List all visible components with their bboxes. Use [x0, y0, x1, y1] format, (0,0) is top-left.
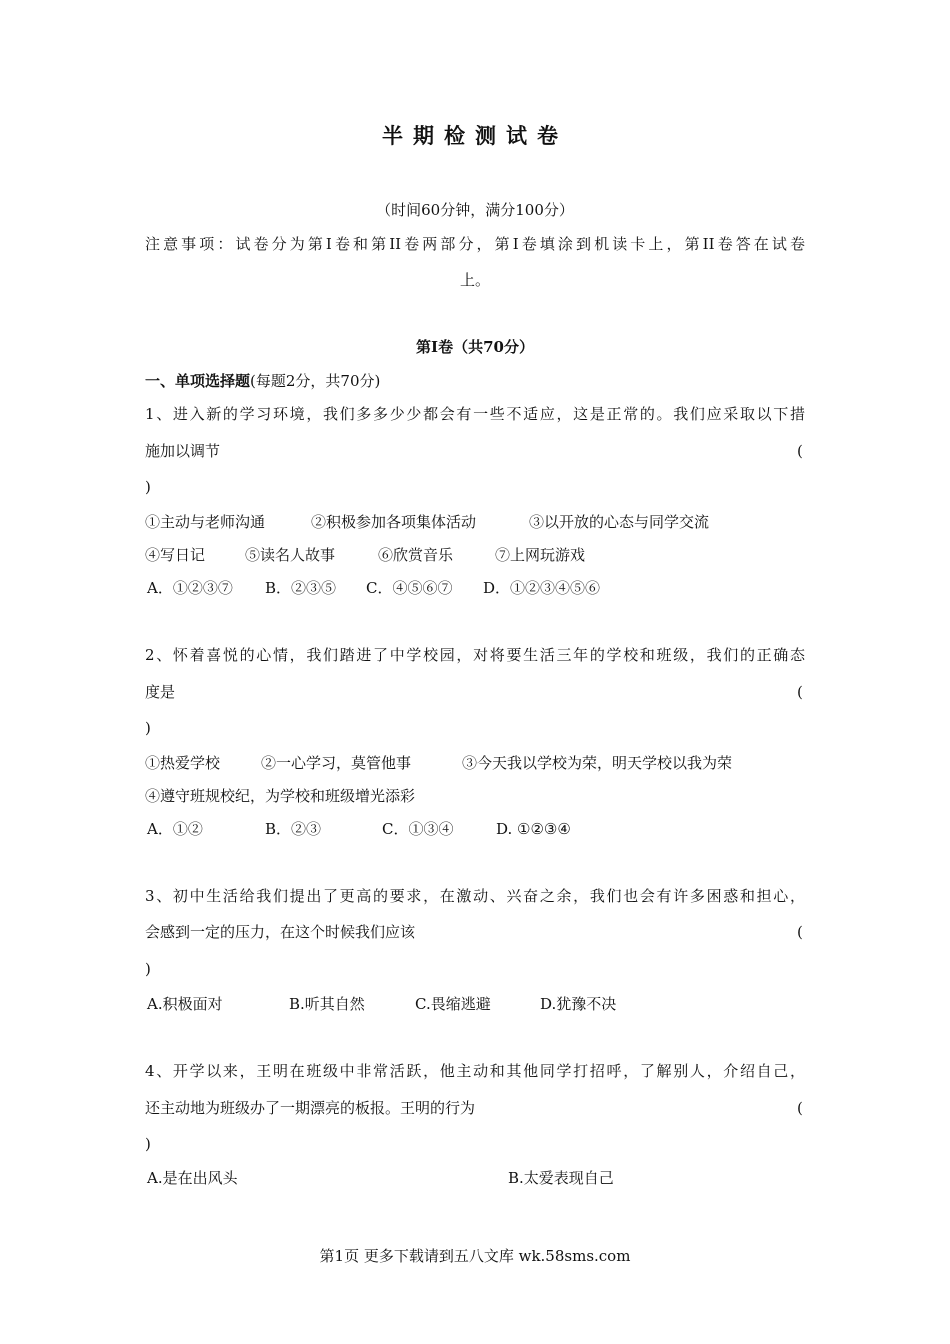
q1-statement-1: ①主动与老师沟通 — [145, 513, 266, 531]
q1-statement-4: ④写日记 — [145, 546, 206, 564]
q2-stem-line2: 度是 — [145, 683, 176, 701]
q1-stem-line1: 1、进入新的学习环境，我们多多少少都会有一些不适应，这是正常的。我们应采取以下措 — [145, 405, 805, 423]
part1-title: 第I卷（共70分） — [416, 338, 534, 356]
q2-statement-2: ②一心学习，莫管他事 — [261, 754, 412, 772]
q2-statement-1: ①热爱学校 — [145, 754, 221, 772]
q2-statement-4: ④遵守班规校纪，为学校和班级增光添彩 — [145, 787, 416, 805]
q4-option-b: B.太爱表现自己 — [508, 1169, 614, 1187]
q2-option-b: B．②③ — [265, 820, 322, 838]
q1-statement-2: ②积极参加各项集体活动 — [311, 513, 477, 531]
q1-option-c: C．④⑤⑥⑦ — [366, 579, 453, 597]
q2-bracket-close: ) — [145, 719, 151, 737]
exam-title: 半期检测试卷 — [382, 123, 568, 148]
q4-bracket-open: ( — [797, 1099, 803, 1117]
q1-option-d: D．①②③④⑤⑥ — [483, 579, 601, 597]
section1-heading-label: 一、单项选择题 — [145, 372, 251, 390]
q1-option-b: B．②③⑤ — [265, 579, 337, 597]
q1-statement-6: ⑥欣赏音乐 — [378, 546, 454, 564]
notice-line-1: 注意事项：试卷分为第I卷和第II卷两部分，第I卷填涂到机读卡上，第II卷答在试卷 — [145, 235, 805, 253]
q3-bracket-close: ) — [145, 960, 151, 978]
q2-statement-3: ③今天我以学校为荣，明天学校以我为荣 — [462, 754, 733, 772]
q1-bracket-open: ( — [797, 442, 803, 460]
q4-stem-line2: 还主动地为班级办了一期漂亮的板报。王明的行为 — [145, 1099, 476, 1117]
q4-stem-line1: 4、开学以来，王明在班级中非常活跃，他主动和其他同学打招呼，了解别人，介绍自己， — [145, 1062, 805, 1080]
q2-bracket-open: ( — [797, 683, 803, 701]
q2-option-a: A．①② — [147, 820, 203, 838]
q1-bracket-close: ) — [145, 478, 151, 496]
section1-heading-note: (每题2分，共70分) — [250, 372, 381, 390]
time-note: （时间60分钟，满分100分） — [376, 201, 574, 219]
q1-statement-5: ⑤读名人故事 — [245, 546, 336, 564]
q3-option-c: C.畏缩逃避 — [415, 995, 491, 1013]
q3-option-a: A.积极面对 — [147, 995, 223, 1013]
q3-option-b: B.听其自然 — [289, 995, 365, 1013]
q2-option-d: D. ①②③④ — [496, 820, 571, 838]
q3-bracket-open: ( — [797, 923, 803, 941]
notice-line-2: 上。 — [459, 271, 490, 289]
q4-option-a: A.是在出风头 — [147, 1169, 238, 1187]
q3-stem-line1: 3、初中生活给我们提出了更高的要求，在激动、兴奋之余，我们也会有许多困惑和担心， — [145, 887, 805, 905]
q1-option-a: A．①②③⑦ — [147, 579, 233, 597]
q2-stem-line1: 2、怀着喜悦的心情，我们踏进了中学校园，对将要生活三年的学校和班级，我们的正确态 — [145, 646, 805, 664]
q1-stem-line2: 施加以调节 — [145, 442, 221, 460]
section1-heading — [145, 371, 380, 391]
q3-stem-line2: 会感到一定的压力，在这个时候我们应该 — [145, 923, 416, 941]
page-footer: 第1页 更多下载请到五八文库 wk.58sms.com — [319, 1247, 631, 1265]
q1-statement-3: ③以开放的心态与同学交流 — [529, 513, 710, 531]
q4-bracket-close: ) — [145, 1135, 151, 1153]
q3-option-d: D.犹豫不决 — [540, 995, 617, 1013]
q2-option-c: C．①③④ — [382, 820, 454, 838]
q1-statement-7: ⑦上网玩游戏 — [495, 546, 586, 564]
